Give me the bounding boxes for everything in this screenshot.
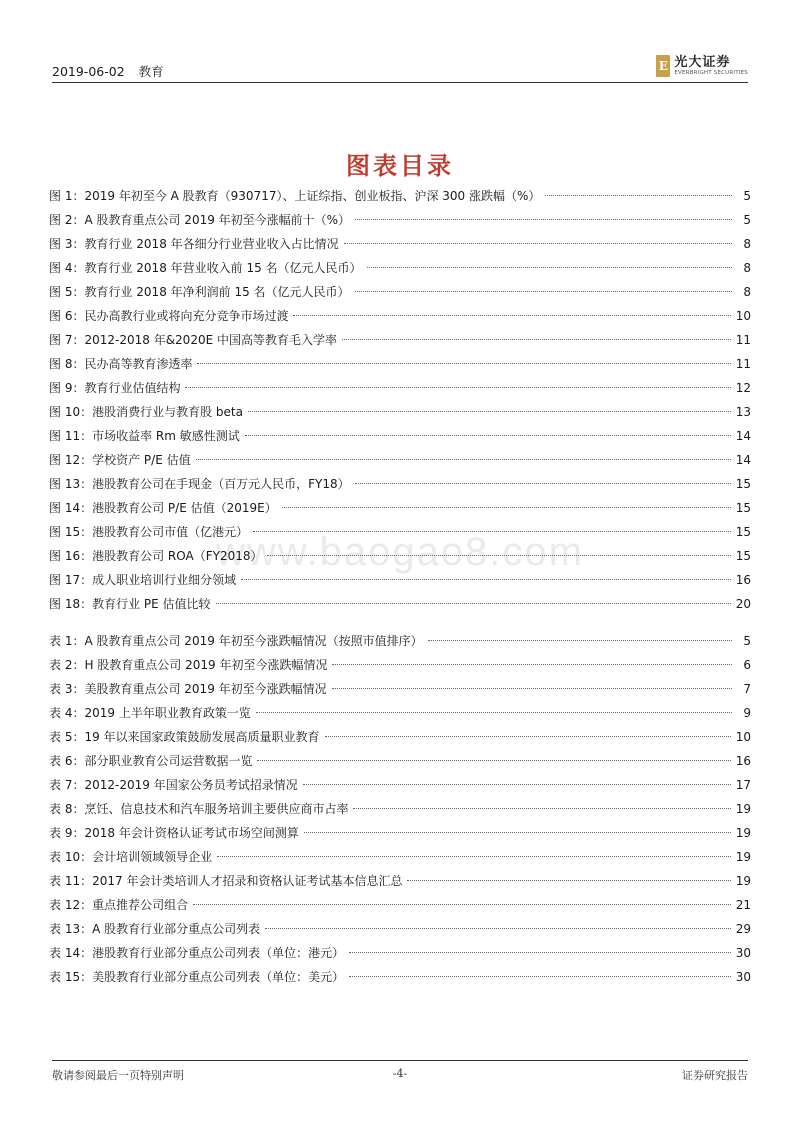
entry-page-number[interactable]: 8 bbox=[743, 237, 751, 251]
entry-separator: ： bbox=[80, 405, 93, 419]
table-entry[interactable] bbox=[49, 869, 751, 893]
figure-entry[interactable] bbox=[49, 472, 751, 496]
table-entry[interactable] bbox=[49, 941, 751, 965]
entry-label: 图 8 bbox=[49, 357, 73, 371]
entry-page-number[interactable]: 16 bbox=[735, 573, 751, 587]
dot-leader bbox=[332, 663, 732, 665]
table-entry[interactable] bbox=[49, 845, 751, 869]
entry-title[interactable]: 美股教育行业部分重点公司列表（单位：美元） bbox=[92, 970, 345, 984]
entry-label: 表 2 bbox=[49, 658, 73, 672]
entry-title[interactable]: 港股消费行业与教育股 beta bbox=[92, 405, 243, 419]
page-number: -4- bbox=[392, 1067, 408, 1080]
dot-leader bbox=[303, 783, 731, 785]
figure-entry[interactable] bbox=[49, 376, 751, 400]
entry-separator: ： bbox=[72, 802, 85, 816]
report-category: 教育 bbox=[138, 64, 164, 79]
entry-separator: ： bbox=[80, 597, 93, 611]
logo-english-name: EVERBRIGHT SECURITIES bbox=[674, 69, 748, 76]
entry-separator: ： bbox=[80, 429, 93, 443]
dot-leader bbox=[196, 458, 731, 460]
dot-leader bbox=[267, 554, 730, 556]
entry-page-number[interactable]: 15 bbox=[735, 525, 751, 539]
entry-page-number[interactable]: 9 bbox=[743, 706, 751, 720]
dot-leader bbox=[197, 362, 730, 364]
entry-page-number[interactable]: 11 bbox=[735, 333, 751, 347]
dot-leader bbox=[256, 711, 732, 713]
entry-separator: ： bbox=[80, 898, 93, 912]
everbright-logo bbox=[656, 52, 748, 80]
entry-label: 图 3 bbox=[49, 237, 73, 251]
entry-separator: ： bbox=[80, 525, 93, 539]
entry-page-number[interactable]: 11 bbox=[735, 357, 751, 371]
entry-page-number[interactable]: 7 bbox=[743, 682, 751, 696]
entry-label: 表 10 bbox=[49, 850, 81, 864]
entry-page-number[interactable]: 6 bbox=[743, 658, 751, 672]
entry-separator: ： bbox=[72, 634, 85, 648]
table-entry[interactable] bbox=[49, 917, 751, 941]
dot-leader bbox=[332, 687, 732, 689]
entry-title[interactable]: 美股教育重点公司 2019 年初至今涨跌幅情况 bbox=[84, 682, 327, 696]
entry-title[interactable]: 19 年以来国家政策鼓励发展高质量职业教育 bbox=[84, 730, 320, 744]
dot-leader bbox=[185, 386, 730, 388]
entry-page-number[interactable]: 16 bbox=[735, 754, 751, 768]
entry-label: 图 2 bbox=[49, 213, 73, 227]
entry-label: 表 15 bbox=[49, 970, 81, 984]
entry-page-number[interactable]: 19 bbox=[735, 850, 751, 864]
entry-title[interactable]: A 股教育重点公司 2019 年初至今涨幅前十（%） bbox=[84, 213, 351, 227]
dot-leader bbox=[349, 975, 731, 977]
entry-title[interactable]: H 股教育重点公司 2019 年初至今涨跌幅情况 bbox=[84, 658, 328, 672]
entry-page-number[interactable]: 10 bbox=[735, 730, 751, 744]
entry-page-number[interactable]: 15 bbox=[735, 549, 751, 563]
entry-separator: ： bbox=[80, 501, 93, 515]
figure-entry[interactable] bbox=[49, 232, 751, 256]
entry-label: 图 10 bbox=[49, 405, 81, 419]
entry-page-number[interactable]: 14 bbox=[735, 453, 751, 467]
entry-page-number[interactable]: 15 bbox=[735, 477, 751, 491]
entry-page-number[interactable]: 21 bbox=[735, 898, 751, 912]
table-entry[interactable] bbox=[49, 749, 751, 773]
entry-title[interactable]: A 股教育重点公司 2019 年初至今涨跌幅情况（按照市值排序） bbox=[84, 634, 423, 648]
entry-title[interactable]: 2012-2018 年&2020E 中国高等教育毛入学率 bbox=[84, 333, 337, 347]
entry-label: 图 11 bbox=[49, 429, 81, 443]
entry-label: 图 7 bbox=[49, 333, 73, 347]
watermark: www.baogao8.com bbox=[216, 530, 584, 574]
dot-leader bbox=[282, 506, 731, 508]
entry-separator: ： bbox=[80, 573, 93, 587]
dot-leader bbox=[349, 951, 731, 953]
entry-page-number[interactable]: 20 bbox=[735, 597, 751, 611]
entry-label: 图 17 bbox=[49, 573, 81, 587]
entry-separator: ： bbox=[72, 682, 85, 696]
entry-page-number[interactable]: 5 bbox=[743, 213, 751, 227]
table-entry[interactable] bbox=[49, 797, 751, 821]
entry-page-number[interactable]: 19 bbox=[735, 874, 751, 888]
entry-title[interactable]: 教育行业 2018 年营业收入前 15 名（亿元人民币） bbox=[84, 261, 362, 275]
entry-separator: ： bbox=[72, 213, 85, 227]
entry-page-number[interactable]: 5 bbox=[743, 634, 751, 648]
report-type: 证券研究报告 bbox=[682, 1069, 748, 1082]
table-of-figures bbox=[49, 184, 751, 989]
figure-entry[interactable] bbox=[49, 592, 751, 616]
entry-page-number[interactable]: 30 bbox=[735, 946, 751, 960]
dot-leader bbox=[355, 218, 732, 220]
figure-entry[interactable] bbox=[49, 496, 751, 520]
figure-entry[interactable] bbox=[49, 520, 751, 544]
dot-leader bbox=[241, 578, 731, 580]
entry-separator: ： bbox=[80, 850, 93, 864]
entry-label: 表 6 bbox=[49, 754, 73, 768]
dot-leader bbox=[253, 530, 731, 532]
entry-separator: ： bbox=[80, 477, 93, 491]
entry-separator: ： bbox=[72, 730, 85, 744]
entry-page-number[interactable]: 19 bbox=[735, 826, 751, 840]
entry-title[interactable]: 港股教育公司 ROA（FY2018） bbox=[92, 549, 263, 563]
entry-label: 图 18 bbox=[49, 597, 81, 611]
figure-entry[interactable] bbox=[49, 280, 751, 304]
entry-title[interactable]: 成人职业培训行业细分领域 bbox=[92, 573, 237, 587]
entry-page-number[interactable]: 13 bbox=[735, 405, 751, 419]
figure-entry[interactable] bbox=[49, 568, 751, 592]
entry-separator: ： bbox=[72, 189, 85, 203]
figure-entry[interactable] bbox=[49, 208, 751, 232]
entry-page-number[interactable]: 17 bbox=[735, 778, 751, 792]
entry-separator: ： bbox=[80, 970, 93, 984]
entry-separator: ： bbox=[72, 706, 85, 720]
entry-page-number[interactable]: 14 bbox=[735, 429, 751, 443]
dot-leader bbox=[257, 759, 730, 761]
entry-label: 表 13 bbox=[49, 922, 81, 936]
entry-title[interactable]: 2012-2019 年国家公务员考试招录情况 bbox=[84, 778, 298, 792]
entry-separator: ： bbox=[72, 237, 85, 251]
page-header bbox=[52, 52, 748, 80]
entry-separator: ： bbox=[72, 333, 85, 347]
table-entry[interactable] bbox=[49, 629, 751, 653]
dot-leader bbox=[355, 482, 731, 484]
table-entry[interactable] bbox=[49, 725, 751, 749]
logo-mark-icon: E bbox=[656, 55, 670, 77]
entry-separator: ： bbox=[72, 285, 85, 299]
entry-page-number[interactable]: 15 bbox=[735, 501, 751, 515]
entry-title[interactable]: 教育行业 2018 年各细分行业营业收入占比情况 bbox=[84, 237, 339, 251]
entry-title[interactable]: 教育行业 2018 年净利润前 15 名（亿元人民币） bbox=[84, 285, 350, 299]
dot-leader bbox=[428, 639, 732, 641]
report-date: 2019-06-02 bbox=[52, 64, 125, 79]
dot-leader bbox=[304, 831, 731, 833]
entry-label: 表 4 bbox=[49, 706, 73, 720]
dot-leader bbox=[407, 879, 730, 881]
entry-title[interactable]: 港股教育公司在手现金（百万元人民币，FY18） bbox=[92, 477, 350, 491]
entry-page-number[interactable]: 12 bbox=[735, 381, 751, 395]
entry-page-number[interactable]: 10 bbox=[735, 309, 751, 323]
entry-title[interactable]: 2017 年会计类培训人才招录和资格认证考试基本信息汇总 bbox=[92, 874, 403, 888]
entry-separator: ： bbox=[80, 453, 93, 467]
figure-entry[interactable] bbox=[49, 424, 751, 448]
entry-label: 图 1 bbox=[49, 189, 73, 203]
dot-leader bbox=[248, 410, 731, 412]
entry-separator: ： bbox=[72, 309, 85, 323]
entry-separator: ： bbox=[80, 549, 93, 563]
entry-separator: ： bbox=[80, 874, 93, 888]
table-entry[interactable] bbox=[49, 773, 751, 797]
entry-title[interactable]: 学校资产 P/E 估值 bbox=[92, 453, 191, 467]
figure-entry[interactable] bbox=[49, 544, 751, 568]
figure-entry[interactable] bbox=[49, 400, 751, 424]
entry-label: 表 11 bbox=[49, 874, 81, 888]
page-title: 图表目录 bbox=[346, 151, 454, 180]
entry-title[interactable]: 2018 年会计资格认证考试市场空间测算 bbox=[84, 826, 299, 840]
page-footer bbox=[52, 1060, 748, 1083]
entry-separator: ： bbox=[72, 754, 85, 768]
entry-title[interactable]: 港股教育公司 P/E 估值（2019E） bbox=[92, 501, 277, 515]
entry-title[interactable]: 2019 上半年职业教育政策一览 bbox=[84, 706, 251, 720]
header-info bbox=[52, 62, 164, 80]
entry-title[interactable]: 重点推荐公司组合 bbox=[92, 898, 189, 912]
entry-title[interactable]: 港股教育行业部分重点公司列表（单位：港元） bbox=[92, 946, 345, 960]
entry-title[interactable]: 2019 年初至今 A 股教育（930717）、上证综指、创业板指、沪深 300 涨跌幅（%） bbox=[84, 189, 541, 203]
dot-leader bbox=[367, 266, 732, 268]
entry-label: 图 4 bbox=[49, 261, 73, 275]
table-entry[interactable] bbox=[49, 965, 751, 989]
table-entry[interactable] bbox=[49, 677, 751, 701]
entry-label: 图 14 bbox=[49, 501, 81, 515]
table-entry[interactable] bbox=[49, 701, 751, 725]
entry-page-number[interactable]: 5 bbox=[743, 189, 751, 203]
figure-entry[interactable] bbox=[49, 448, 751, 472]
table-entry[interactable] bbox=[49, 821, 751, 845]
header-divider bbox=[52, 82, 748, 83]
entry-label: 表 1 bbox=[49, 634, 73, 648]
entry-label: 表 14 bbox=[49, 946, 81, 960]
figure-entry[interactable] bbox=[49, 304, 751, 328]
entry-separator: ： bbox=[72, 357, 85, 371]
table-entry[interactable] bbox=[49, 893, 751, 917]
dot-leader bbox=[193, 903, 731, 905]
entry-label: 表 9 bbox=[49, 826, 73, 840]
entry-separator: ： bbox=[72, 826, 85, 840]
entry-title[interactable]: 民办高教行业或将向充分竞争市场过渡 bbox=[84, 309, 289, 323]
entry-label: 表 3 bbox=[49, 682, 73, 696]
entry-separator: ： bbox=[72, 658, 85, 672]
entry-page-number[interactable]: 8 bbox=[743, 285, 751, 299]
entry-label: 图 6 bbox=[49, 309, 73, 323]
figure-entry[interactable] bbox=[49, 184, 751, 208]
figure-entry[interactable] bbox=[49, 352, 751, 376]
logo-text bbox=[674, 56, 748, 77]
entry-page-number[interactable]: 8 bbox=[743, 261, 751, 275]
entry-separator: ： bbox=[80, 922, 93, 936]
entry-label: 表 7 bbox=[49, 778, 73, 792]
entry-label: 图 9 bbox=[49, 381, 73, 395]
dot-leader bbox=[293, 314, 730, 316]
dot-leader bbox=[216, 602, 731, 604]
entry-separator: ： bbox=[80, 946, 93, 960]
entry-label: 图 5 bbox=[49, 285, 73, 299]
entry-title[interactable]: 市场收益率 Rm 敏感性测试 bbox=[92, 429, 240, 443]
entry-title[interactable]: 教育行业 PE 估值比较 bbox=[92, 597, 211, 611]
figure-entry[interactable] bbox=[49, 328, 751, 352]
dot-leader bbox=[355, 290, 732, 292]
dot-leader bbox=[342, 338, 731, 340]
entry-page-number[interactable]: 19 bbox=[735, 802, 751, 816]
dot-leader bbox=[265, 927, 731, 929]
entry-label: 图 12 bbox=[49, 453, 81, 467]
entry-title[interactable]: 烹饪、信息技术和汽车服务培训主要供应商市占率 bbox=[84, 802, 349, 816]
entry-separator: ： bbox=[72, 261, 85, 275]
tables-list bbox=[49, 629, 751, 989]
logo-chinese-name: 光大证券 bbox=[674, 54, 731, 70]
entry-separator: ： bbox=[72, 381, 85, 395]
entry-title[interactable]: A 股教育行业部分重点公司列表 bbox=[92, 922, 261, 936]
entry-label: 表 5 bbox=[49, 730, 73, 744]
entry-separator: ： bbox=[72, 778, 85, 792]
entry-title[interactable]: 会计培训领域领导企业 bbox=[92, 850, 213, 864]
entry-page-number[interactable]: 30 bbox=[735, 970, 751, 984]
entry-page-number[interactable]: 29 bbox=[735, 922, 751, 936]
entry-title[interactable]: 部分职业教育公司运营数据一览 bbox=[84, 754, 253, 768]
figure-entry[interactable] bbox=[49, 256, 751, 280]
entry-label: 图 15 bbox=[49, 525, 81, 539]
entry-title[interactable]: 港股教育公司市值（亿港元） bbox=[92, 525, 249, 539]
entry-title[interactable]: 教育行业估值结构 bbox=[84, 381, 181, 395]
disclaimer-note: 敬请参阅最后一页特别声明 bbox=[52, 1069, 184, 1082]
figures-list bbox=[49, 184, 751, 616]
dot-leader bbox=[245, 434, 731, 436]
entry-label: 表 12 bbox=[49, 898, 81, 912]
entry-label: 表 8 bbox=[49, 802, 73, 816]
dot-leader bbox=[344, 242, 732, 244]
entry-title[interactable]: 民办高等教育渗透率 bbox=[84, 357, 193, 371]
dot-leader bbox=[217, 855, 731, 857]
dot-leader bbox=[545, 194, 732, 196]
entry-label: 图 13 bbox=[49, 477, 81, 491]
dot-leader bbox=[325, 735, 731, 737]
entry-label: 图 16 bbox=[49, 549, 81, 563]
dot-leader bbox=[353, 807, 730, 809]
table-entry[interactable] bbox=[49, 653, 751, 677]
